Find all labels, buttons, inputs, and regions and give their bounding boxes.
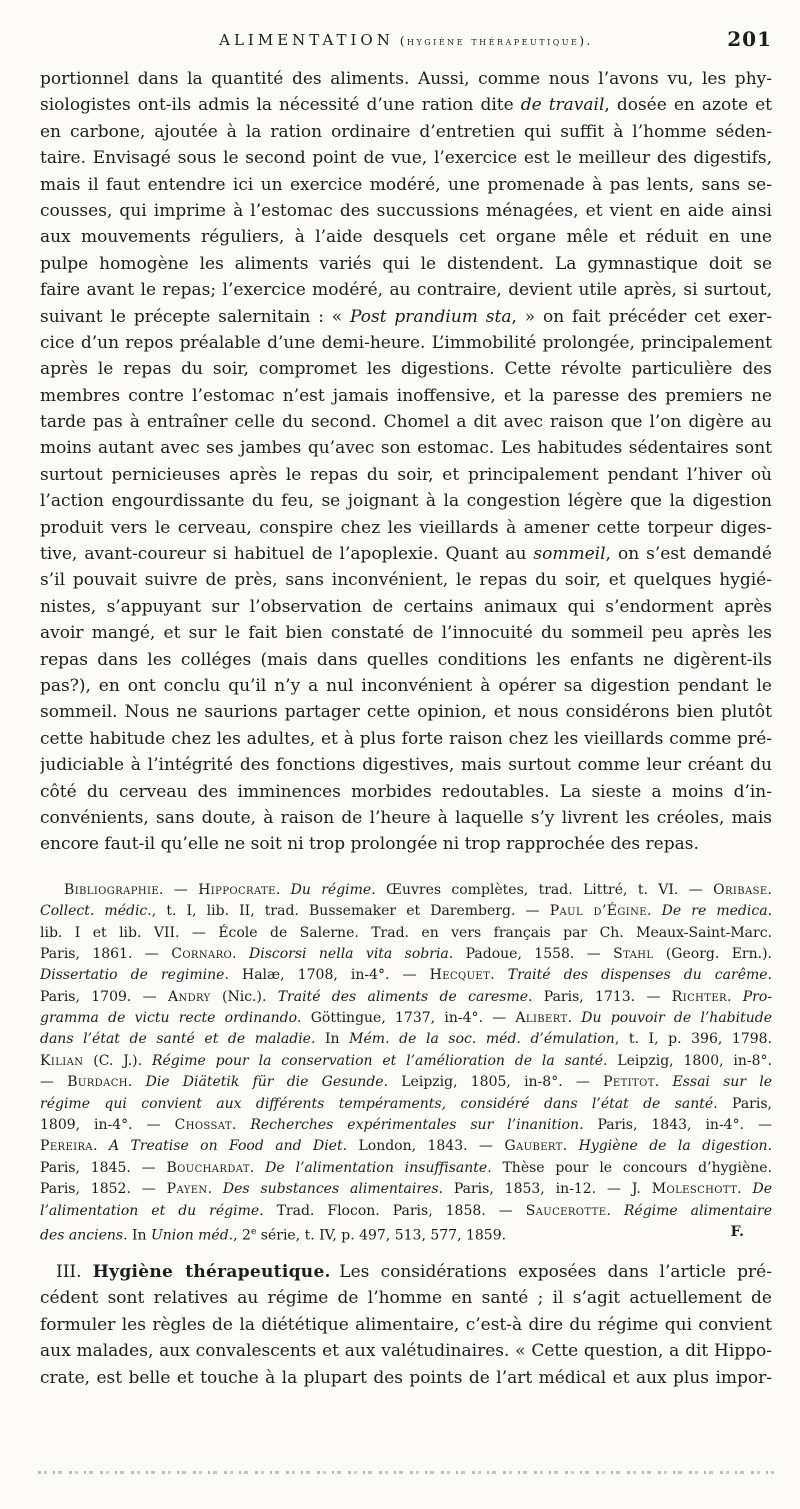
text-line: cice d’un repos préalable d’une demi-heure. L’immobilité prolongée, principalement <box>40 332 772 353</box>
text-line: encore faut-il qu’elle ne soit ni trop prolongée ni trop rapprochée des repas. <box>40 834 699 855</box>
text-line: tive, avant-coureur si habituel de l’apoplexie. Quant au sommeil, on s’est demandé <box>40 544 772 565</box>
text-line: judiciable à l’intégrité des fonctions digestives, mais surtout comme leur créant du <box>40 755 772 776</box>
text-line: Dissertatio de regimine. Halæ, 1708, in-4°. — Hecquet. Traité des dispenses du carême. <box>40 967 772 984</box>
page-number: 201 <box>727 27 772 51</box>
text-line: sommeil. Nous ne saurions partager cette opinion, et nous considérons bien plutôt <box>40 702 772 723</box>
text-line: Paris, 1852. — Payen. Des substances alimentaires. Paris, 1853, in-12. — J. Moleschott. De <box>40 1181 772 1198</box>
text-line: 1809, in-4°. — Chossat. Recherches expérimentales sur l’inanition. Paris, 1843, in-4°. — <box>40 1117 772 1134</box>
text-line: gramma de victu recte ordinando. Göttingue, 1737, in-4°. — Alibert. Du pouvoir de l’habitude <box>40 1010 772 1027</box>
text-line: côté du cerveau des imminences morbides redoutables. La sieste a moins d’in- <box>40 781 772 802</box>
bibliography-last-line <box>40 1222 772 1247</box>
text-line: — Burdach. Die Diätetik für die Gesunde. Leipzig, 1805, in-8°. — Petitot. Essai sur le <box>40 1074 772 1091</box>
header-title-main: ALIMENTATION <box>219 31 394 49</box>
text-line: suivant le précepte salernitain : « Post prandium sta, » on fait précéder cet exer- <box>40 306 772 327</box>
text-line: pulpe homogène les aliments variés qui le distendent. La gymnastique doit se <box>40 253 772 274</box>
text-line: aux malades, aux convalescents et aux valétudinaires. « Cette question, a dit Hippo- <box>40 1341 772 1362</box>
header-title-qualifier: (hygiène thérapeutique). <box>399 34 593 48</box>
text-line: Paris, 1845. — Bouchardat. De l’alimentation insuffisante. Thèse pour le concours d’hygiène. <box>40 1159 772 1176</box>
text-line: siologistes ont-ils admis la nécessité d’une ration dite de travail, dosée en azote et <box>40 95 772 116</box>
text-line: Paris, 1861. — Cornaro. Discorsi nella vita sobria. Padoue, 1558. — Stahl (Georg. Ern.). <box>40 945 772 962</box>
text-line: surtout pernicieuses après le repas du soir, et principalement pendant l’hiver où <box>40 464 772 485</box>
text-line: Collect. médic., t. I, lib. II, trad. Bussemaker et Daremberg. — Paul d’Égine. De re medica. <box>40 903 772 920</box>
text-line: crate, est belle et touche à la plupart des points de l’art médical et aux plus impor- <box>40 1367 772 1388</box>
text-line: formuler les règles de la diététique alimentaire, c’est-à dire du régime qui convient <box>40 1314 772 1335</box>
text-line: aux mouvements réguliers, à l’aide desquels cet organe mêle et réduit en une <box>40 227 772 248</box>
text-line: Paris, 1709. — Andry (Nic.). Traité des aliments de caresme. Paris, 1713. — Richter. Pro- <box>40 988 772 1005</box>
text-line: s’il pouvait suivre de près, sans inconvénient, le repas du soir, et quelques hygié- <box>40 570 772 591</box>
bibliography <box>40 880 772 1222</box>
text-line: l’action engourdissante du feu, se joignant à la congestion légère que la digestion <box>40 491 772 512</box>
text-line: nistes, s’appuyant sur l’observation de certains animaux qui s’endorment après <box>40 596 772 617</box>
text-line: cédent sont relatives au régime de l’homme en santé ; il s’agit actuellement de <box>40 1288 772 1309</box>
text-line: convénients, sans doute, à raison de l’heure à laquelle s’y livrent les créoles, mais <box>40 807 772 828</box>
text-line: lib. I et lib. VII. — École de Salerne. Trad. en vers français par Ch. Meaux-Saint-Marc. <box>40 924 772 941</box>
main-paragraph <box>40 66 772 858</box>
text-line: moins autant avec ses jambes qu’avec son estomac. Les habitudes sédentaires sont <box>40 438 772 459</box>
text-line: en carbone, ajoutée à la ration ordinaire d’entretien qui suffit à l’homme séden- <box>40 121 772 142</box>
section-3-paragraph <box>40 1259 772 1391</box>
running-header <box>40 27 772 54</box>
text-line: faire avant le repas; l’exercice modéré, au contraire, devient utile après, si surtout, <box>40 280 772 301</box>
page-bottom-dotted-line <box>38 1471 774 1474</box>
text-line: mais il faut entendre ici un exercice modéré, une promenade à pas lents, sans se- <box>40 174 772 195</box>
bibliography-last-text: des anciens. In Union méd., 2e série, t. IV, p. 497, 513, 577, 1859. <box>40 1226 507 1244</box>
text-line: produit vers le cerveau, conspire chez les vieillards à amener cette torpeur diges- <box>40 517 772 538</box>
text-line: Kilian (C. J.). Régime pour la conservation et l’amélioration de la santé. Leipzig, 1800, in-8°. <box>40 1052 772 1069</box>
text-line: taire. Envisagé sous le second point de vue, l’exercice est le meilleur des digestifs, <box>40 148 772 169</box>
text-line: avoir mangé, et sur le fait bien constaté de l’innocuité du sommeil peu après les <box>40 623 772 644</box>
text-line: Pereira. A Treatise on Food and Diet. London, 1843. — Gaubert. Hygiène de la digestion. <box>40 1138 772 1155</box>
text-line: après le repas du soir, compromet les digestions. Cette révolte particulière des <box>40 359 772 380</box>
text-line: cette habitude chez les adultes, et à plus forte raison chez les vieillards comme pré- <box>40 728 772 749</box>
text-line: portionnel dans la quantité des aliments. Aussi, comme nous l’avons vu, les phy- <box>40 69 772 89</box>
text-line: régime qui convient aux différents tempéraments, considéré dans l’état de santé. Paris, <box>40 1095 772 1112</box>
text-line: cousses, qui imprime à l’estomac des succussions ménagées, et vient en aide ainsi <box>40 200 772 221</box>
text-line: III. Hygiène thérapeutique. Les considérations exposées dans l’article pré- <box>56 1262 772 1283</box>
text-line: l’alimentation et du régime. Trad. Flocon. Paris, 1858. — Saucerotte. Régime alimentaire <box>40 1202 772 1219</box>
text-line: repas dans les colléges (mais dans quelles conditions les enfants ne digèrent-ils <box>40 649 772 670</box>
text-line: Bibliographie. — Hippocrate. Du régime. Œuvres complètes, trad. Littré, t. VI. — Oribase. <box>64 881 772 898</box>
author-signature: F. <box>730 1223 744 1240</box>
text-line: tarde pas à entraîner celle du second. Chomel a dit avec raison que l’on digère au <box>40 412 772 433</box>
text-line: membres contre l’estomac n’est jamais inoffensive, et la paresse des premiers ne <box>40 385 772 406</box>
text-line: pas?), en ont conclu qu’il n’y a nul inconvénient à opérer sa digestion pendant le <box>40 675 772 696</box>
text-line: dans l’état de santé et de maladie. In Mém. de la soc. méd. d’émulation, t. I, p. 396, 1798. <box>40 1031 772 1048</box>
